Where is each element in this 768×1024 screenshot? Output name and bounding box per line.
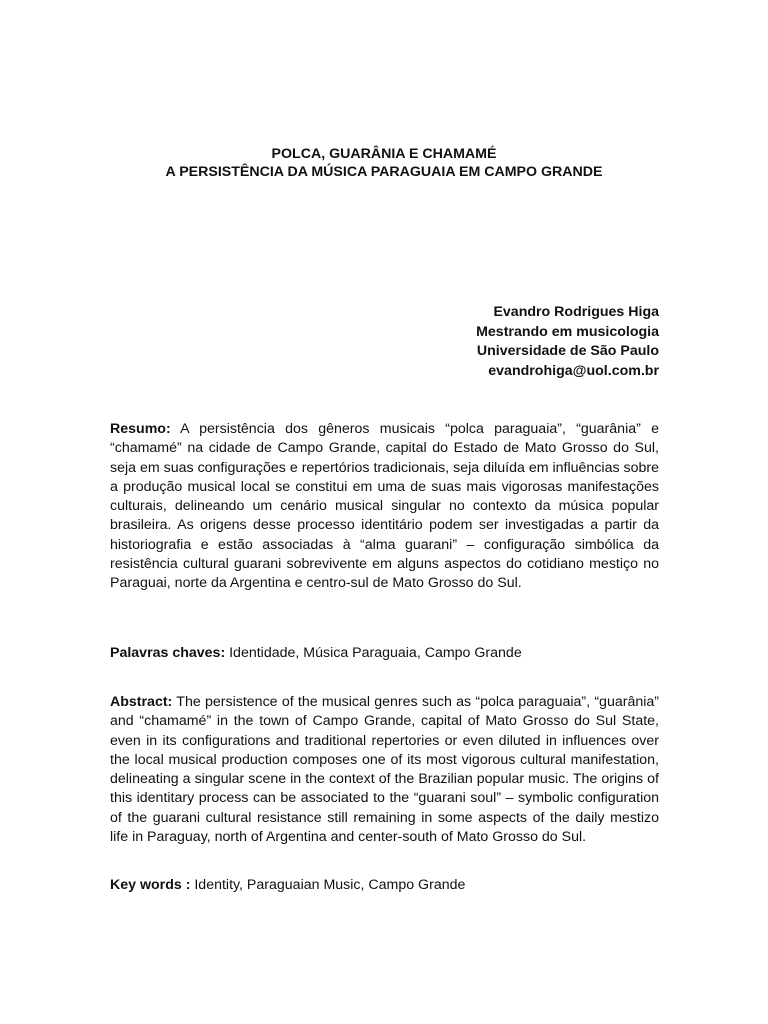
resumo-text: A persistência dos gêneros musicais “polca paraguaia”, “guarânia” e “chamamé” na cidade de Campo Grande, capital do Estado de Mato Grosso do Sul, seja em suas configurações e repertórios tradicionais, seja diluída em influências sobre a produção musical local se constitui em uma de suas mais vigorosas manifestações culturais, delineando um cenário musical singular no contexto da música popular brasileira. As origens desse processo identitário podem ser investigadas a partir da historiografia e estão associadas à “alma guarani” – configuração simbólica da resistência cultural guarani sobrevivente em alguns aspectos do cotidiano mestiço no Paraguai, norte da Argentina e centro-sul de Mato Grosso do Sul. — [110, 421, 659, 592]
key-words-paragraph — [110, 876, 659, 895]
resumo-label: Resumo: — [110, 421, 171, 437]
abstract-paragraph — [110, 693, 659, 847]
abstract-text: The persistence of the musical genres such as “polca paraguaia”, “guarânia” and “chamamé” in the town of Campo Grande, capital of Mato Grosso do Sul State, even in its configurations and traditional repertories or even diluted in influences over the local musical production composes one of its most vigorous cultural manifestation, delineating a singular scene in the context of the Brazilian popular music. The origins of this identitary process can be associated to the “guarani soul” – symbolic configuration of the guarani cultural resistance still remaining in some aspects of the daily mestizo life in Paraguay, north of Argentina and center-south of Mato Grosso do Sul. — [110, 694, 659, 846]
palavras-chaves-label: Palavras chaves: — [110, 645, 226, 661]
key-words-label: Key words : — [110, 877, 191, 893]
author-position: Mestrando em musicologia — [476, 323, 659, 340]
abstract-label: Abstract: — [110, 694, 173, 710]
author-name: Evandro Rodrigues Higa — [493, 304, 659, 320]
palavras-chaves-text: Identidade, Música Paraguaia, Campo Grande — [225, 645, 522, 661]
palavras-chaves-paragraph — [110, 644, 659, 663]
title-line-1: POLCA, GUARÂNIA E CHAMAMÉ — [271, 146, 497, 162]
title-line-2: A PERSISTÊNCIA DA MÚSICA PARAGUAIA EM CAMPO GRANDE — [165, 164, 603, 180]
key-words-text: Identity, Paraguaian Music, Campo Grande — [190, 877, 466, 893]
author-block — [476, 303, 659, 381]
resumo-paragraph — [110, 420, 659, 594]
author-institution: Universidade de São Paulo — [476, 343, 659, 359]
paper-title — [0, 145, 768, 181]
author-email: evandrohiga@uol.com.br — [488, 362, 659, 379]
